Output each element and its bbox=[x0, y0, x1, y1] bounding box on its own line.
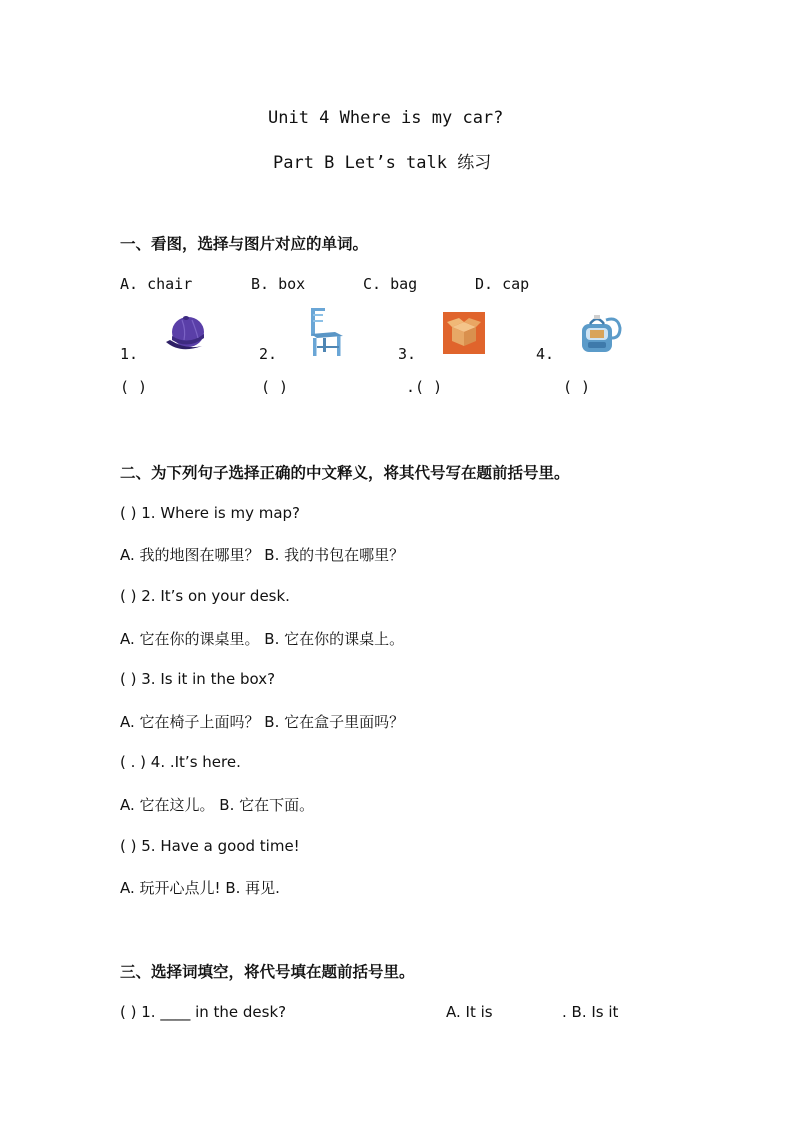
s2-question-1: ( ) 1. Where is my map? bbox=[120, 504, 301, 522]
s2-options-2: A. 它在你的课桌里。 B. 它在你的课桌上。 bbox=[120, 630, 405, 648]
picture-number-1: 1. bbox=[120, 345, 139, 363]
s2-options-1: A. 我的地图在哪里？ B. 我的书包在哪里？ bbox=[120, 546, 405, 564]
chair-icon bbox=[305, 306, 345, 358]
s2-options-3: A. 它在椅子上面吗？ B. 它在盒子里面吗？ bbox=[120, 713, 405, 731]
option-a: A. chair bbox=[120, 275, 193, 293]
s2-question-2: ( ) 2. It’s on your desk. bbox=[120, 587, 290, 605]
s3-question-1: ( ) 1. ____ in the desk? bbox=[120, 1003, 287, 1021]
bag-icon bbox=[578, 310, 624, 356]
answer-blank-4[interactable]: ( ) bbox=[563, 378, 591, 396]
section-1-heading: 一、看图，选择与图片对应的单词。 bbox=[120, 235, 369, 253]
title-line-1: Unit 4 Where is my car? bbox=[268, 108, 504, 128]
section-3-heading: 三、选择词填空，将代号填在题前括号里。 bbox=[120, 963, 415, 981]
s3-option-a: A. It is bbox=[446, 1003, 493, 1021]
section-2-heading: 二、为下列句子选择正确的中文释义，将其代号写在题前括号里。 bbox=[120, 464, 570, 482]
s3-option-b: . B. Is it bbox=[562, 1003, 619, 1021]
picture-number-2: 2. bbox=[259, 345, 278, 363]
picture-number-4: 4. bbox=[536, 345, 555, 363]
option-d: D. cap bbox=[475, 275, 530, 293]
s2-question-4: ( . ) 4. .It’s here. bbox=[120, 753, 241, 771]
answer-blank-1[interactable]: ( ) bbox=[120, 378, 148, 396]
s2-options-4: A. 它在这儿。 B. 它在下面。 bbox=[120, 796, 315, 814]
s2-question-3: ( ) 3. Is it in the box? bbox=[120, 670, 276, 688]
title-line-2: Part B Let’s talk 练习 bbox=[273, 153, 492, 173]
cap-icon bbox=[162, 312, 208, 354]
option-c: C. bag bbox=[363, 275, 418, 293]
picture-number-3: 3. bbox=[398, 345, 417, 363]
box-icon bbox=[443, 312, 485, 354]
s2-options-5: A. 玩开心点儿! B. 再见. bbox=[120, 879, 280, 897]
option-b: B. box bbox=[251, 275, 306, 293]
s2-question-5: ( ) 5. Have a good time! bbox=[120, 837, 300, 855]
answer-blank-3[interactable]: .( ) bbox=[406, 378, 443, 396]
answer-blank-2[interactable]: ( ) bbox=[261, 378, 289, 396]
